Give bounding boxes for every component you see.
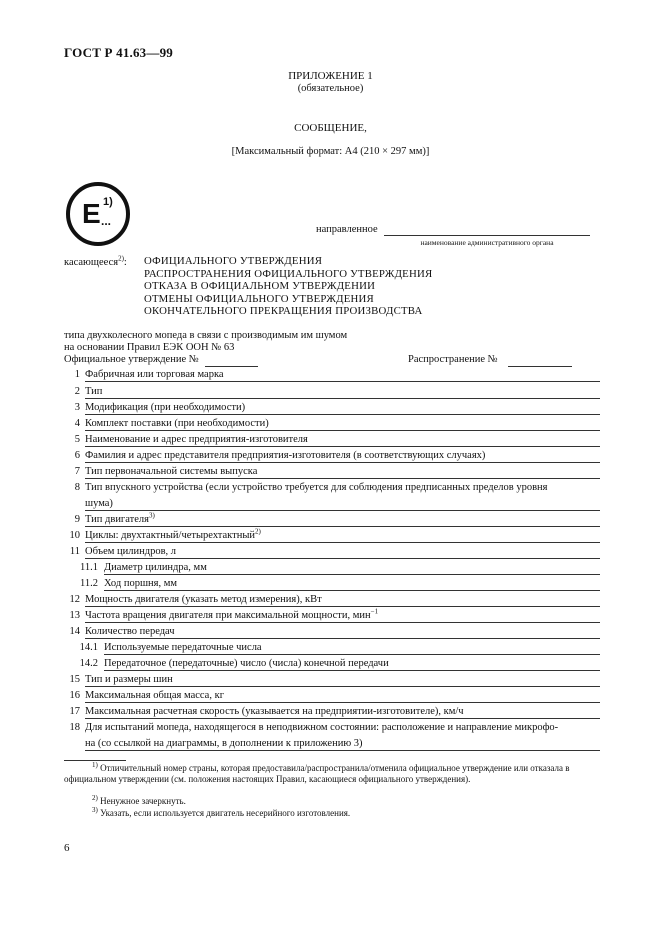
item-number: 4 [74,418,80,429]
form-item-11-1 [64,562,600,578]
form-item-1 [64,369,600,385]
item-label: Максимальная расчетная скорость (указывается на предприятии-изготовителе), км/ч [85,706,468,717]
item-field[interactable] [85,750,600,751]
form-item-11 [64,546,600,562]
item-field[interactable] [85,462,600,463]
concern-label [64,254,127,268]
form-item-4 [64,418,600,434]
footnote-text: Указать, если используется двигатель несерийного изготовления. [100,808,351,818]
footnote-mark: 3) [92,806,98,814]
form-item-13 [64,607,600,626]
form-item-7 [64,466,600,482]
item-number: 8 [74,482,80,493]
form-item-10 [64,527,600,546]
appendix-note: (обязательное) [297,83,364,94]
item-field[interactable] [85,430,600,431]
item-label: Максимальная общая масса, кг [85,690,228,701]
intro-line-1: типа двухколесного мопеда в связи с производимым им шумом [64,330,348,341]
item-sup: −1 [370,607,379,616]
form-item-16 [64,690,600,706]
item-label-text: Циклы: двухтактный/четырехтактный [85,530,256,541]
concern-option[interactable]: ОТМЕНЫ ОФИЦИАЛЬНОГО УТВЕРЖДЕНИЯ [144,292,374,305]
item-number: 1 [74,369,80,380]
item-number: 14.2 [79,658,98,669]
item-label: Ход поршня, мм [104,578,181,589]
item-label: Фамилия и адрес представителя предприятия-изготовителя (в соответствующих случаях) [85,450,489,461]
e-mark-logo [64,180,132,248]
item-label: Фабричная или торговая марка [85,369,228,380]
extension-number-field[interactable] [508,366,572,367]
item-field[interactable] [85,542,600,543]
item-field[interactable] [85,638,600,639]
item-number: 15 [69,674,80,685]
item-field[interactable] [104,574,600,575]
e-mark-sup: 1) [103,196,113,208]
item-number: 11 [69,546,80,557]
item-number: 14.1 [79,642,98,653]
item-field[interactable] [104,654,600,655]
item-label: Тип впускного устройства (если устройство требуется для соблюдения предписанных пределов уровня [85,482,551,493]
sent-to-label: направленное [316,224,378,235]
item-label-cont: шума) [85,498,117,509]
footnote-mark: 2) [92,794,98,802]
form-item-18 [64,722,600,738]
footnote-text: Отличительный номер страны, которая предоставила/распространила/отменила официальное утверждение или отказала в официальном утверждении (см. положения настоящих Правил, касающиеся официального утверждения). [64,763,570,784]
item-field[interactable] [85,606,600,607]
appendix-title: ПРИЛОЖЕНИЕ 1 [288,70,373,82]
item-label: Диаметр цилиндра, мм [104,562,211,573]
form-item-15 [64,674,600,690]
item-number: 9 [74,514,80,525]
item-label: Для испытаний мопеда, находящегося в неподвижном состоянии: расположение и направление микрофо- [85,722,562,733]
form-item-9 [64,511,600,530]
item-field[interactable] [104,590,600,591]
item-number: 12 [69,594,80,605]
concern-colon: : [123,257,127,268]
e-mark-dots: ... [101,214,112,228]
item-label: Передаточное (передаточные) число (числа) конечной передачи [104,658,393,669]
item-number: 5 [74,434,80,445]
concern-option[interactable]: ОФИЦИАЛЬНОГО УТВЕРЖДЕНИЯ [144,255,323,267]
item-number: 10 [69,530,80,541]
form-item-2 [64,386,600,402]
message-title: СООБЩЕНИЕ, [294,122,367,134]
item-label: Тип и размеры шин [85,674,177,685]
concern-options [144,255,432,318]
item-sup: 3) [148,511,155,520]
item-label: Модификация (при необходимости) [85,402,249,413]
item-number: 14 [69,626,80,637]
item-number: 18 [69,722,80,733]
standard-number: ГОСТ Р 41.63—99 [64,45,173,60]
footnote-2 [92,796,629,807]
item-number: 13 [69,610,80,621]
item-number: 17 [69,706,80,717]
item-field[interactable] [85,558,600,559]
e-mark-letter: E [82,198,101,229]
concern-option[interactable]: РАСПРОСТРАНЕНИЯ ОФИЦИАЛЬНОГО УТВЕРЖДЕНИЯ [144,267,433,280]
sent-to-caption: наименование административного органа [420,238,554,247]
item-sup: 2) [255,527,261,536]
concern-sup: 2) [118,254,124,263]
extension-label: Распространение № [408,354,498,365]
item-label: Мощность двигателя (указать метод измерения), кВт [85,594,326,605]
form-item-5 [64,434,600,450]
item-number: 6 [74,450,80,461]
item-field[interactable] [85,622,600,623]
item-number: 7 [74,466,80,477]
item-field[interactable] [85,718,600,719]
item-label-text: Тип двигателя [85,514,149,525]
item-field[interactable] [85,510,600,511]
item-number: 16 [69,690,80,701]
item-label: Используемые передаточные числа [104,642,266,653]
item-label-cont: на (со ссылкой на диаграммы, в дополнении к приложению 3) [85,738,367,749]
concern-option[interactable]: ОКОНЧАТЕЛЬНОГО ПРЕКРАЩЕНИЯ ПРОИЗВОДСТВА [144,305,423,318]
approval-label: Официальное утверждение № [64,354,199,365]
form-item-14-2 [64,658,600,674]
item-label-text: Частота вращения двигателя при максимальной мощности, мин [85,610,371,621]
item-field[interactable] [85,686,600,687]
format-note: [Максимальный формат: А4 (210 × 297 мм)] [231,146,430,157]
form-item-8-cont [64,498,600,514]
form-item-18-cont [64,738,600,754]
item-label: Тип [85,386,106,397]
form-item-14-1 [64,642,600,658]
item-field[interactable] [85,702,600,703]
form-item-3 [64,402,600,418]
item-number: 2 [74,386,80,397]
item-label: Комплект поставки (при необходимости) [85,418,273,429]
item-label [85,607,382,621]
footnote-3 [92,808,629,819]
form-item-6 [64,450,600,466]
form-item-11-2 [64,578,600,594]
approval-number-field[interactable] [205,366,258,367]
form-item-12 [64,594,600,610]
item-label: Наименование и адрес предприятия-изготовителя [85,434,312,445]
footnote-text: Ненужное зачеркнуть. [100,796,186,806]
intro-line-2: на основании Правил ЕЭК ООН № 63 [64,342,235,353]
item-field[interactable] [85,526,600,527]
item-field[interactable] [85,398,600,399]
sent-to-field[interactable] [384,235,590,236]
item-label: Объем цилиндров, л [85,546,180,557]
item-label [85,511,159,525]
item-field[interactable] [104,670,600,671]
item-number: 11.1 [80,562,98,573]
form-item-17 [64,706,600,722]
item-field[interactable] [85,414,600,415]
item-label [85,527,265,541]
item-field[interactable] [85,381,600,382]
form-item-8 [64,482,600,498]
form-item-14 [64,626,600,642]
item-label: Тип первоначальной системы выпуска [85,466,261,477]
item-label: Количество передач [85,626,179,637]
concern-text: касающееся [64,257,119,268]
footnote-1 [64,763,601,785]
page-number: 6 [64,842,70,854]
concern-option[interactable]: ОТКАЗА В ОФИЦИАЛЬНОМ УТВЕРЖДЕНИИ [144,280,376,293]
footnote-mark: 1) [92,761,98,769]
item-number: 3 [74,402,80,413]
item-field[interactable] [85,446,600,447]
item-field[interactable] [85,478,600,479]
item-number: 11.2 [80,578,98,589]
